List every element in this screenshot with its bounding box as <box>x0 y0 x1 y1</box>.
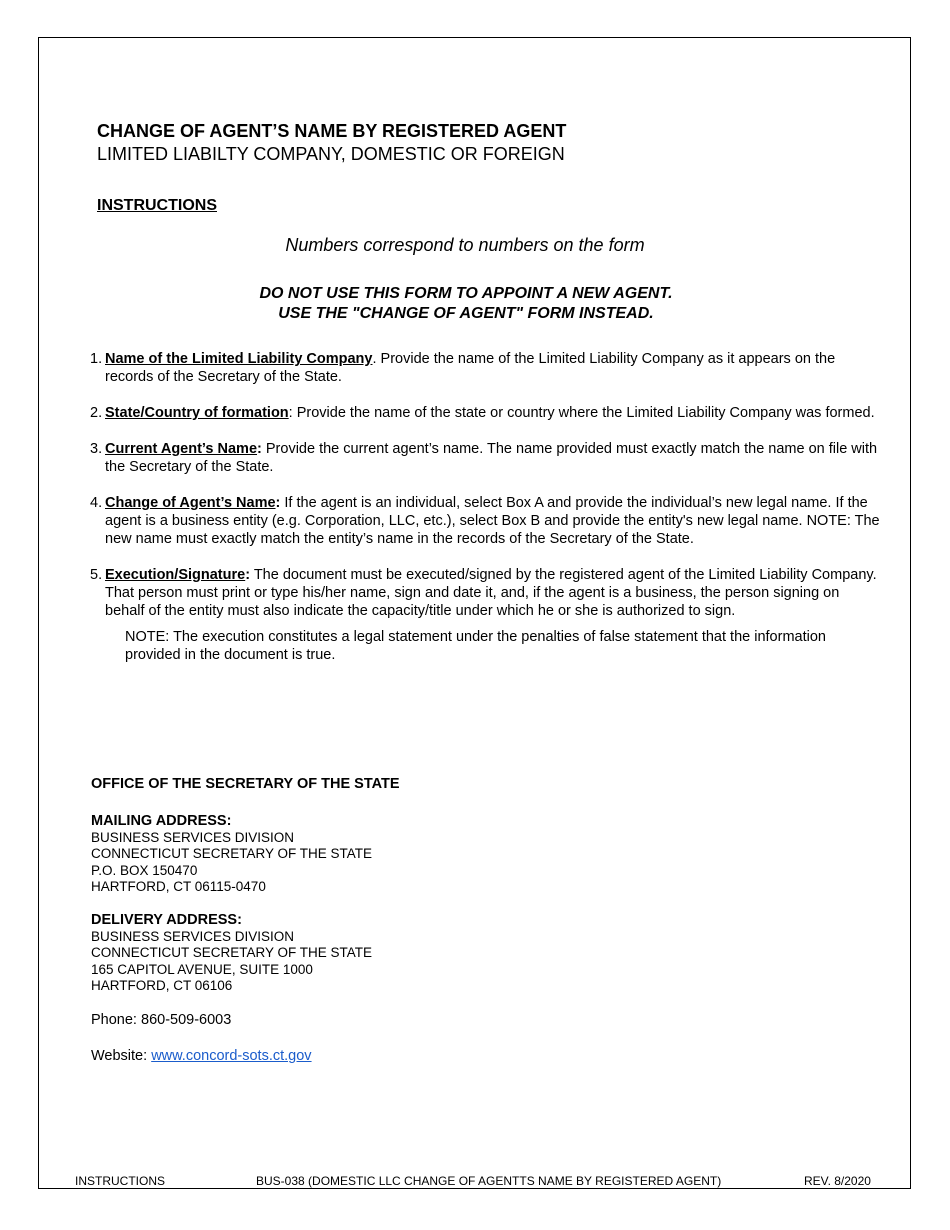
warning-line-1: DO NOT USE THIS FORM TO APPOINT A NEW AGENT. <box>259 285 673 302</box>
item-text: Provide the name of the Limited Liability Company as it appears on the records of the Secretary of the State. <box>105 351 836 385</box>
item-number: 3. <box>90 441 103 457</box>
address-line: CONNECTICUT SECRETARY OF THE STATE <box>91 945 373 961</box>
address-line: CONNECTICUT SECRETARY OF THE STATE <box>91 846 373 862</box>
item-text: Provide the name of the state or country where the Limited Liability Company was formed. <box>292 405 875 421</box>
item-number: 1. <box>90 351 103 367</box>
item-separator: : <box>275 495 281 511</box>
address-line: BUSINESS SERVICES DIVISION <box>91 830 295 845</box>
item-number: 2. <box>90 405 103 421</box>
address-line: BUSINESS SERVICES DIVISION <box>91 929 295 944</box>
item-text: The document must be executed/signed by the registered agent of the Limited Liability Company. That person must print or type his/her name, sign and date it, and, if the agent is a business, the person signing on behalf of the entity must also indicate the capacity/title under which he or she is authorized to sign. <box>105 567 877 619</box>
address-line: P.O. BOX 150470 <box>91 862 198 878</box>
execution-note: NOTE: The execution constitutes a legal statement under the penalties of false statement that the information provided in the document is true. <box>125 629 826 663</box>
item-term: State/Country of formation <box>105 405 289 421</box>
mailing-address <box>91 812 372 895</box>
item-term: Execution/Signature <box>105 567 246 583</box>
delivery-address-label: DELIVERY ADDRESS: <box>91 912 242 928</box>
phone-line <box>91 1012 231 1028</box>
item-term: Name of the Limited Liability Company <box>105 351 373 367</box>
instruction-list <box>90 350 880 664</box>
item-separator: . <box>372 351 377 367</box>
item-text: If the agent is an individual, select Box A and provide the individual’s new legal name. If the agent is a business entity (e.g. Corporation, LLC, etc.), select Box B and provide the entity's new legal name. NOTE: The new name must exactly match the entity’s name in the records of the Secretary of the State. <box>105 495 880 547</box>
item-term: Change of Agent’s Name <box>105 495 276 511</box>
office-heading: OFFICE OF THE SECRETARY OF THE STATE <box>91 776 400 792</box>
website-link[interactable]: www.concord-sots.ct.gov <box>151 1048 312 1064</box>
warning-notice <box>0 284 932 324</box>
website-line <box>91 1048 312 1064</box>
address-line: HARTFORD, CT 06106 <box>91 977 233 993</box>
footer-revision: REV. 8/2020 <box>804 1174 871 1188</box>
item-number: 5. <box>90 567 103 583</box>
address-line: 165 CAPITOL AVENUE, SUITE 1000 <box>91 961 313 977</box>
form-title: CHANGE OF AGENT’S NAME BY REGISTERED AGENT <box>97 121 567 141</box>
footer-form-id: BUS-038 (DOMESTIC LLC CHANGE OF AGENTTS NAME BY REGISTERED AGENT) <box>256 1174 722 1188</box>
instruction-item <box>90 440 880 476</box>
correspond-note: Numbers correspond to numbers on the form <box>285 235 645 255</box>
item-separator: : <box>257 441 262 457</box>
item-number: 4. <box>90 495 103 511</box>
item-separator: : <box>288 405 293 421</box>
instructions-heading: INSTRUCTIONS <box>97 197 217 214</box>
phone-number: 860-509-6003 <box>141 1012 232 1028</box>
mailing-address-label: MAILING ADDRESS: <box>91 813 232 829</box>
instruction-item <box>90 404 880 422</box>
website-label: Website: <box>91 1048 152 1064</box>
form-subtitle: LIMITED LIABILTY COMPANY, DOMESTIC OR FOREIGN <box>97 144 565 164</box>
address-line: HARTFORD, CT 06115-0470 <box>91 878 266 894</box>
instruction-item <box>90 566 880 620</box>
item-text: Provide the current agent’s name. The name provided must exactly match the name on file with the Secretary of the State. <box>105 441 878 475</box>
instruction-item <box>90 350 880 386</box>
item-separator: : <box>245 567 251 583</box>
warning-line-2: USE THE "CHANGE OF AGENT" FORM INSTEAD. <box>278 305 654 322</box>
item-term: Current Agent’s Name <box>105 441 258 457</box>
phone-label: Phone: <box>91 1012 141 1028</box>
delivery-address <box>91 911 372 994</box>
instruction-item <box>90 494 880 548</box>
footer-left: INSTRUCTIONS <box>75 1174 165 1188</box>
